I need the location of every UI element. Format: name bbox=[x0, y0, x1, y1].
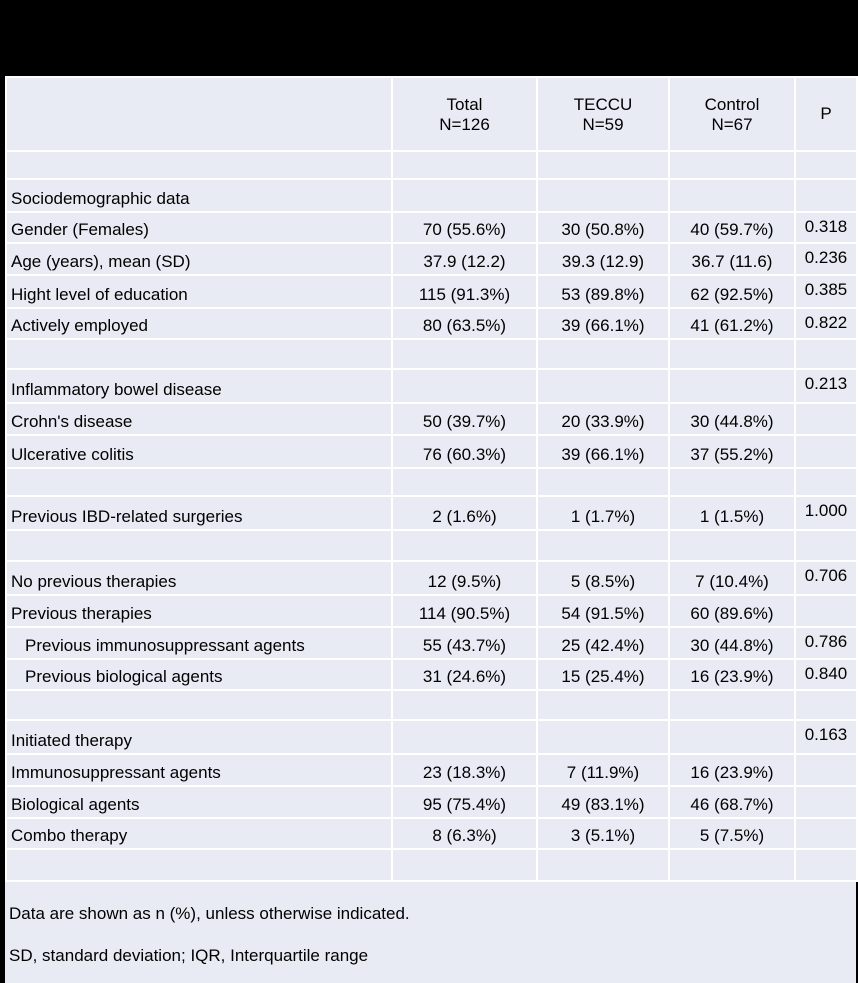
row-teccu bbox=[537, 179, 669, 212]
table-row bbox=[6, 369, 857, 403]
row-control: 37 (55.2%) bbox=[669, 435, 795, 468]
footnote-abbreviations: SD, standard deviation; IQR, Interquartile range bbox=[9, 946, 369, 965]
row-label: Age (years), mean (SD) bbox=[6, 243, 392, 275]
header-total-n: N=126 bbox=[439, 115, 490, 134]
row-p-value: 0.822 bbox=[795, 308, 857, 339]
table-row bbox=[6, 243, 857, 275]
spacer-row bbox=[6, 339, 857, 369]
row-teccu: 39.3 (12.9) bbox=[537, 243, 669, 275]
row-label: Previous therapies bbox=[6, 595, 392, 627]
row-p-value bbox=[795, 818, 857, 849]
row-p-value bbox=[795, 754, 857, 786]
row-control: 46 (68.7%) bbox=[669, 786, 795, 818]
row-p-value bbox=[795, 435, 857, 468]
header-control bbox=[669, 77, 795, 151]
row-control: 7 (10.4%) bbox=[669, 561, 795, 595]
row-teccu: 20 (33.9%) bbox=[537, 403, 669, 435]
table-row bbox=[6, 786, 857, 818]
table-row bbox=[6, 179, 857, 212]
table-row bbox=[6, 627, 857, 659]
row-control: 36.7 (11.6) bbox=[669, 243, 795, 275]
table-row bbox=[6, 435, 857, 468]
header-control-n: N=67 bbox=[711, 115, 753, 134]
header-teccu-n: N=59 bbox=[582, 115, 624, 134]
row-total: 114 (90.5%) bbox=[392, 595, 537, 627]
row-control: 40 (59.7%) bbox=[669, 212, 795, 243]
row-label: Actively employed bbox=[6, 308, 392, 339]
row-control bbox=[669, 720, 795, 754]
row-p-value: 1.000 bbox=[795, 496, 857, 530]
row-label: Previous biological agents bbox=[6, 659, 392, 690]
row-total: 76 (60.3%) bbox=[392, 435, 537, 468]
row-label: Previous immunosuppressant agents bbox=[6, 627, 392, 659]
row-control: 30 (44.8%) bbox=[669, 403, 795, 435]
row-control: 30 (44.8%) bbox=[669, 627, 795, 659]
row-teccu: 5 (8.5%) bbox=[537, 561, 669, 595]
table-row bbox=[6, 212, 857, 243]
row-total bbox=[392, 720, 537, 754]
row-teccu: 39 (66.1%) bbox=[537, 308, 669, 339]
row-teccu: 25 (42.4%) bbox=[537, 627, 669, 659]
table-row bbox=[6, 561, 857, 595]
row-label: Crohn's disease bbox=[6, 403, 392, 435]
row-teccu: 39 (66.1%) bbox=[537, 435, 669, 468]
row-label: Gender (Females) bbox=[6, 212, 392, 243]
table-row bbox=[6, 818, 857, 849]
table-row bbox=[6, 403, 857, 435]
row-teccu: 54 (91.5%) bbox=[537, 595, 669, 627]
row-teccu: 49 (83.1%) bbox=[537, 786, 669, 818]
row-control: 16 (23.9%) bbox=[669, 754, 795, 786]
row-p-value: 0.385 bbox=[795, 275, 857, 308]
table-row bbox=[6, 754, 857, 786]
row-total: 23 (18.3%) bbox=[392, 754, 537, 786]
characteristics-table bbox=[5, 76, 858, 882]
row-p-value: 0.706 bbox=[795, 561, 857, 595]
header-p-title: P bbox=[820, 104, 832, 123]
row-teccu bbox=[537, 369, 669, 403]
row-p-value: 0.213 bbox=[795, 369, 857, 403]
header-teccu-title: TECCU bbox=[573, 95, 633, 114]
row-p-value: 0.163 bbox=[795, 720, 857, 754]
row-p-value: 0.236 bbox=[795, 243, 857, 275]
row-p-value bbox=[795, 179, 857, 212]
table-row bbox=[6, 595, 857, 627]
row-control: 1 (1.5%) bbox=[669, 496, 795, 530]
header-total-title: Total bbox=[446, 95, 483, 114]
row-teccu: 15 (25.4%) bbox=[537, 659, 669, 690]
row-total: 12 (9.5%) bbox=[392, 561, 537, 595]
row-total: 8 (6.3%) bbox=[392, 818, 537, 849]
row-teccu: 3 (5.1%) bbox=[537, 818, 669, 849]
spacer-row bbox=[6, 530, 857, 561]
row-label: Ulcerative colitis bbox=[6, 435, 392, 468]
row-total: 31 (24.6%) bbox=[392, 659, 537, 690]
table-row bbox=[6, 308, 857, 339]
row-control: 16 (23.9%) bbox=[669, 659, 795, 690]
spacer-row bbox=[6, 690, 857, 720]
row-label: Initiated therapy bbox=[6, 720, 392, 754]
table-row bbox=[6, 720, 857, 754]
row-p-value: 0.840 bbox=[795, 659, 857, 690]
header-control-title: Control bbox=[704, 95, 760, 114]
row-teccu: 30 (50.8%) bbox=[537, 212, 669, 243]
row-teccu: 1 (1.7%) bbox=[537, 496, 669, 530]
row-teccu bbox=[537, 720, 669, 754]
row-control: 62 (92.5%) bbox=[669, 275, 795, 308]
spacer-row bbox=[6, 151, 857, 179]
row-label: Biological agents bbox=[6, 786, 392, 818]
spacer-row bbox=[6, 468, 857, 496]
table-row bbox=[6, 496, 857, 530]
row-teccu: 7 (11.9%) bbox=[537, 754, 669, 786]
row-total: 50 (39.7%) bbox=[392, 403, 537, 435]
row-control: 60 (89.6%) bbox=[669, 595, 795, 627]
row-total: 70 (55.6%) bbox=[392, 212, 537, 243]
row-control: 5 (7.5%) bbox=[669, 818, 795, 849]
row-total bbox=[392, 179, 537, 212]
row-label: Previous IBD-related surgeries bbox=[6, 496, 392, 530]
row-label: No previous therapies bbox=[6, 561, 392, 595]
row-teccu: 53 (89.8%) bbox=[537, 275, 669, 308]
header-total bbox=[392, 77, 537, 151]
row-total: 55 (43.7%) bbox=[392, 627, 537, 659]
header-row bbox=[6, 77, 857, 151]
row-p-value bbox=[795, 786, 857, 818]
footnote-data-format: Data are shown as n (%), unless otherwise indicated. bbox=[9, 904, 410, 923]
table-row bbox=[6, 275, 857, 308]
row-label: Inflammatory bowel disease bbox=[6, 369, 392, 403]
row-p-value: 0.786 bbox=[795, 627, 857, 659]
row-control: 41 (61.2%) bbox=[669, 308, 795, 339]
row-label: Sociodemographic data bbox=[6, 179, 392, 212]
row-total: 80 (63.5%) bbox=[392, 308, 537, 339]
row-control bbox=[669, 179, 795, 212]
row-total: 115 (91.3%) bbox=[392, 275, 537, 308]
row-total: 95 (75.4%) bbox=[392, 786, 537, 818]
table-panel bbox=[5, 76, 856, 983]
header-label-cell bbox=[6, 77, 392, 151]
header-p bbox=[795, 77, 857, 151]
table-row bbox=[6, 659, 857, 690]
row-p-value bbox=[795, 595, 857, 627]
header-teccu bbox=[537, 77, 669, 151]
row-label: Combo therapy bbox=[6, 818, 392, 849]
row-label: Immunosuppressant agents bbox=[6, 754, 392, 786]
row-total bbox=[392, 369, 537, 403]
row-control bbox=[669, 369, 795, 403]
row-p-value bbox=[795, 403, 857, 435]
row-p-value: 0.318 bbox=[795, 212, 857, 243]
row-label: Hight level of education bbox=[6, 275, 392, 308]
row-total: 37.9 (12.2) bbox=[392, 243, 537, 275]
row-total: 2 (1.6%) bbox=[392, 496, 537, 530]
spacer-row bbox=[6, 849, 857, 881]
